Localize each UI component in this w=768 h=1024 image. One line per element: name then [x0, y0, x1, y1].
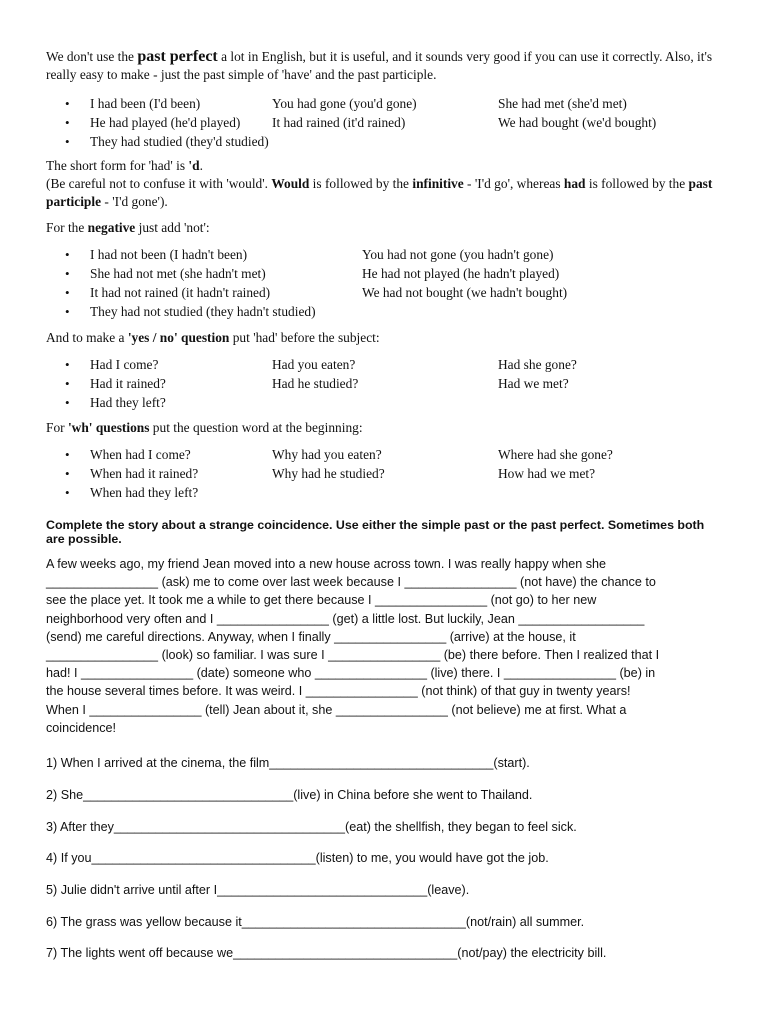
question-2: 2) She______________________________(live) in China before she went to Thailand. [46, 788, 533, 802]
list-cell: • Had I come? [90, 357, 159, 372]
note-text: (Be careful not to confuse it with 'would'. [46, 176, 272, 191]
list-cell: • It had not rained (it hadn't rained) [90, 285, 271, 300]
story-line: When I ________________ (tell) Jean about it, she ________________ (not believe) me at first. What a [46, 702, 627, 717]
list-item [46, 303, 722, 322]
story-line: see the place yet. It took me a while to get there because I ________________ (not go) to her new [46, 593, 597, 608]
list-cell: • I had not been (I hadn't been) [90, 247, 248, 262]
list-cell: • When had they left? [90, 485, 199, 500]
list-cell: • They had not studied (they hadn't studied) [90, 304, 316, 319]
list-item [46, 484, 722, 503]
list-cell: It had rained (it'd rained) [272, 115, 406, 130]
list-cell: • She had not met (she hadn't met) [90, 266, 266, 281]
story-line: A few weeks ago, my friend Jean moved into a new house across town. I was really happy when she [46, 557, 607, 571]
list-cell: • Had they left? [90, 395, 166, 410]
negative-intro [46, 219, 210, 237]
list-cell: • When had I come? [90, 447, 191, 462]
list-item [46, 114, 722, 133]
short-form-line [46, 157, 722, 175]
would-note [46, 175, 722, 211]
list-cell: Had you eaten? [272, 357, 356, 372]
story-line: had! I ________________ (date) someone who ________________ (live) there. I ________________ (be) in [46, 666, 656, 681]
intro-text: For [46, 420, 68, 435]
list-cell: You had not gone (you hadn't gone) [362, 247, 554, 262]
intro-bold: 'yes / no' question [127, 330, 230, 345]
wh-intro [46, 419, 363, 437]
list-cell: Had she gone? [498, 357, 577, 372]
story-line: ________________ (ask) me to come over last week because I ________________ (not have) the chance to [46, 575, 656, 590]
intro-paragraph [46, 48, 722, 84]
intro-bold-term: past perfect [137, 48, 218, 65]
note-text: - 'I'd gone'). [101, 194, 168, 209]
question-6: 6) The grass was yellow because it________________________________(not/rain) all summer. [46, 915, 585, 929]
list-cell: Had he studied? [272, 376, 359, 391]
list-cell: We had bought (we'd bought) [498, 115, 657, 130]
list-item [46, 95, 722, 114]
question-5: 5) Julie didn't arrive until after I______________________________(leave). [46, 883, 470, 897]
negative-list [46, 246, 722, 322]
note-bold: Would [271, 176, 310, 191]
note-text: is followed by the [585, 176, 689, 191]
intro-bold: negative [87, 220, 136, 235]
list-cell: • I had been (I'd been) [90, 96, 201, 111]
short-form-bold: 'd [188, 158, 200, 173]
list-cell: How had we met? [498, 466, 596, 481]
intro-text: For the [46, 220, 88, 235]
list-cell: • Had it rained? [90, 376, 166, 391]
list-item [46, 465, 722, 484]
list-cell: Where had she gone? [498, 447, 613, 462]
note-bold: infinitive [412, 176, 464, 191]
note-bold: past participle [46, 176, 713, 209]
story-line: neighborhood very often and I ________________ (get) a little lost. But luckily, Jean __________________ [46, 611, 645, 626]
list-cell: She had met (she'd met) [498, 96, 627, 111]
wh-list [46, 446, 722, 503]
question-4: 4) If you________________________________(listen) to me, you would have got the job. [46, 851, 549, 865]
intro-text: put the question word at the beginning: [149, 420, 363, 435]
list-cell: Why had you eaten? [272, 447, 382, 462]
yesno-intro [46, 329, 380, 347]
story-paragraph [46, 555, 722, 737]
list-item [46, 375, 722, 394]
intro-text: And to make a [46, 330, 128, 345]
list-item [46, 446, 722, 465]
list-cell: Why had he studied? [272, 466, 385, 481]
story-line: coincidence! [46, 720, 117, 735]
intro-text-post: a lot in English, but it is useful, and it sounds very good if you can use it correctly. Also, it's really easy to make - just the past simple of 'have' and the past participle. [46, 49, 713, 82]
short-form-text: The short form for 'had' is [46, 158, 189, 173]
list-item [46, 394, 722, 413]
list-item [46, 246, 722, 265]
question-3: 3) After they_________________________________(eat) the shellfish, they began to feel sick. [46, 820, 577, 834]
list-item [46, 133, 722, 152]
list-cell: • He had played (he'd played) [90, 115, 241, 130]
story-line: ________________ (look) so familiar. I was sure I ________________ (be) there before. Then I realized that I [46, 648, 660, 663]
intro-text-pre: We don't use the [46, 49, 138, 64]
note-text: - 'I'd go', whereas [463, 176, 564, 191]
list-cell: He had not played (he hadn't played) [362, 266, 560, 281]
story-line: the house several times before. It was weird. I ________________ (not think) of that guy in twenty years! [46, 684, 631, 699]
intro-text: put 'had' before the subject: [229, 330, 380, 345]
list-cell: • When had it rained? [90, 466, 199, 481]
list-item [46, 265, 722, 284]
affirmative-list [46, 95, 722, 152]
note-text: is followed by the [309, 176, 413, 191]
list-item [46, 356, 722, 375]
note-bold: had [563, 176, 586, 191]
list-item [46, 284, 722, 303]
list-cell: • They had studied (they'd studied) [90, 134, 269, 149]
question-1: 1) When I arrived at the cinema, the film________________________________(start). [46, 756, 530, 770]
short-form-text: . [199, 158, 203, 173]
list-cell: Had we met? [498, 376, 569, 391]
exercise-heading: Complete the story about a strange coincidence. Use either the simple past or the past perfect. Sometimes both are possible. [46, 518, 705, 546]
list-cell: We had not bought (we hadn't bought) [362, 285, 568, 300]
list-cell: You had gone (you'd gone) [272, 96, 417, 111]
intro-text: just add 'not': [135, 220, 210, 235]
question-7: 7) The lights went off because we________________________________(not/pay) the electricity bill. [46, 946, 607, 960]
intro-bold: 'wh' questions [67, 420, 150, 435]
yesno-list [46, 356, 722, 413]
story-line: (send) me careful directions. Anyway, when I finally ________________ (arrive) at the house, it [46, 629, 576, 644]
